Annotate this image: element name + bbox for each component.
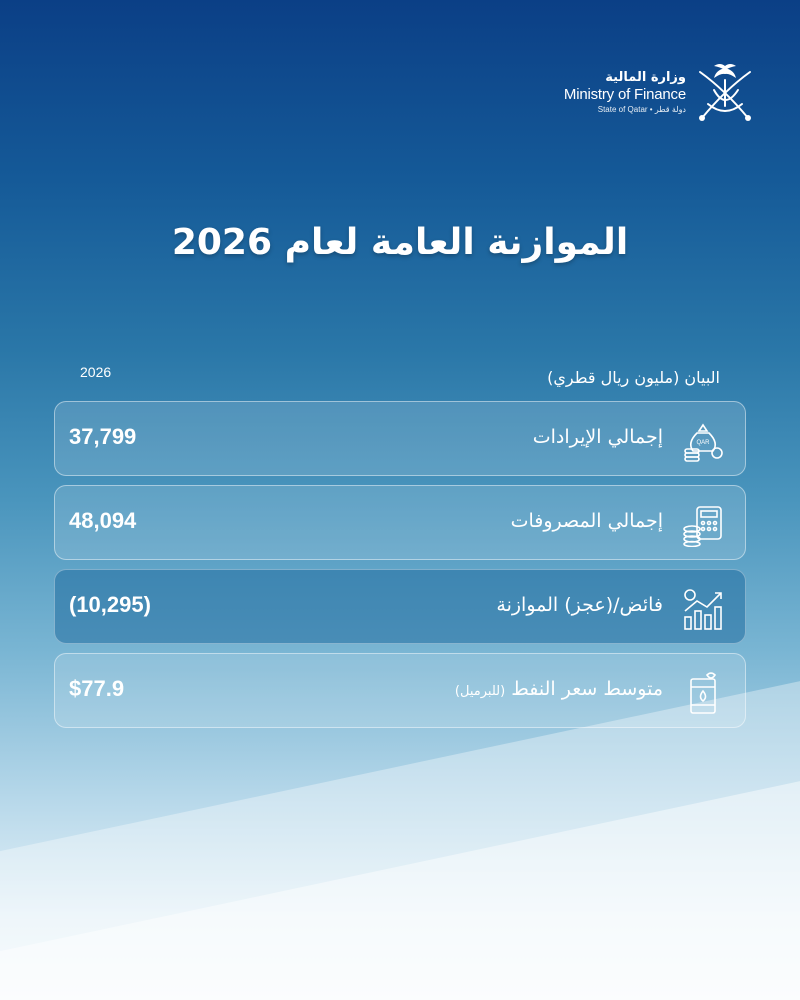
oil-barrel-icon [681,671,725,715]
column-header-label: البيان (مليون ريال قطري) [547,368,720,387]
revenue-value: 37,799 [69,424,137,449]
oil-price-value: $77.9 [69,676,125,701]
oil-price-label [455,678,663,700]
revenue-row [54,401,746,476]
qatar-emblem-icon [694,60,756,130]
growth-chart-icon [681,587,725,631]
calculator-coins-icon [681,503,725,547]
deficit-row [54,569,746,644]
ministry-logo [536,60,756,130]
oil-price-label-note: (للبرميل) [454,684,506,699]
expenditure-label: إجمالي المصروفات [510,510,663,532]
svg-text:QAR: QAR [696,440,710,446]
oil-price-row [54,653,746,728]
logo-text [564,70,686,115]
column-header-year: 2026 [80,364,112,380]
expenditure-row [54,485,746,560]
page-title: الموازنة العامة لعام 2026 [171,222,629,263]
expenditure-value: 48,094 [69,508,137,533]
logo-subtitle: State of Qatar • دولة قطر [597,105,686,114]
revenue-label: إجمالي الإيرادات [532,426,663,448]
logo-arabic-name: وزارة المالية [605,70,686,85]
money-bag-icon [681,419,725,463]
logo-english-name: Ministry of Finance [563,86,686,103]
deficit-value: (10,295) [69,592,151,617]
deficit-label: فائض/(عجز) الموازنة [496,594,663,616]
oil-price-label-main: متوسط سعر النفط [511,678,663,700]
